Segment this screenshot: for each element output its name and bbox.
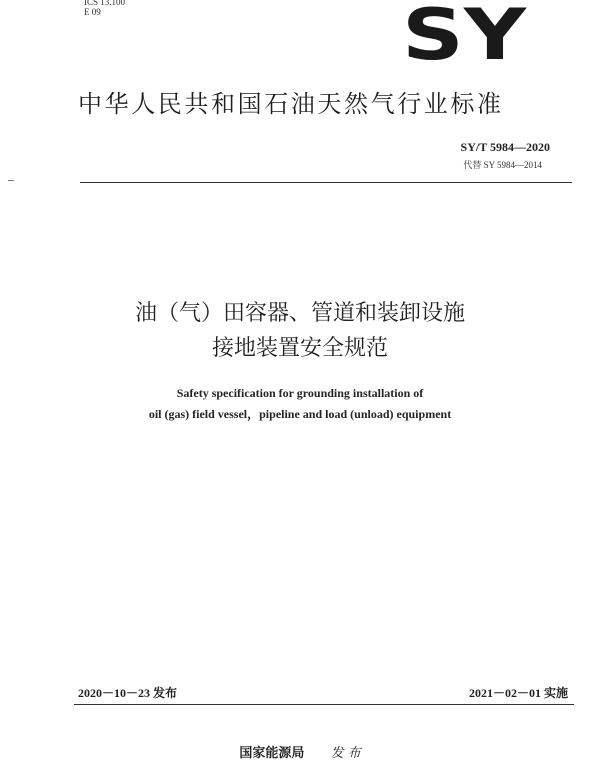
ics-code: ICS 13.100 [84, 0, 126, 7]
classification-codes [84, 0, 125, 17]
header-rule [80, 182, 572, 183]
standard-organization: 中华人民共和国石油天然气行业标准 [78, 90, 504, 118]
title-cn-line2: 接地装置安全规范 [211, 336, 388, 361]
replaces-standard: 代替 SY 5984—2014 [463, 160, 542, 170]
sy-logo [400, 6, 528, 62]
title-en-line2: oil (gas) field vessel，pipeline and load (unload) equipment [148, 407, 452, 421]
publish-word: 发 布 [330, 746, 361, 761]
publisher-line [0, 742, 600, 761]
logo-text: SY [402, 6, 528, 62]
standard-code: SY/T 5984—2020 [460, 140, 550, 154]
ccs-code: E 09 [84, 7, 101, 17]
footer-rule [74, 704, 574, 705]
issue-date: 2020－10－23 发布 [78, 686, 178, 700]
publisher-name: 国家能源局 [239, 746, 305, 761]
scan-mark [8, 180, 14, 181]
title-cn-line1: 油（气）田容器、管道和装卸设施 [134, 301, 465, 326]
implementation-date: 2021－02－01 实施 [468, 686, 568, 700]
title-en-line1: Safety specification for grounding installation of [176, 386, 424, 400]
